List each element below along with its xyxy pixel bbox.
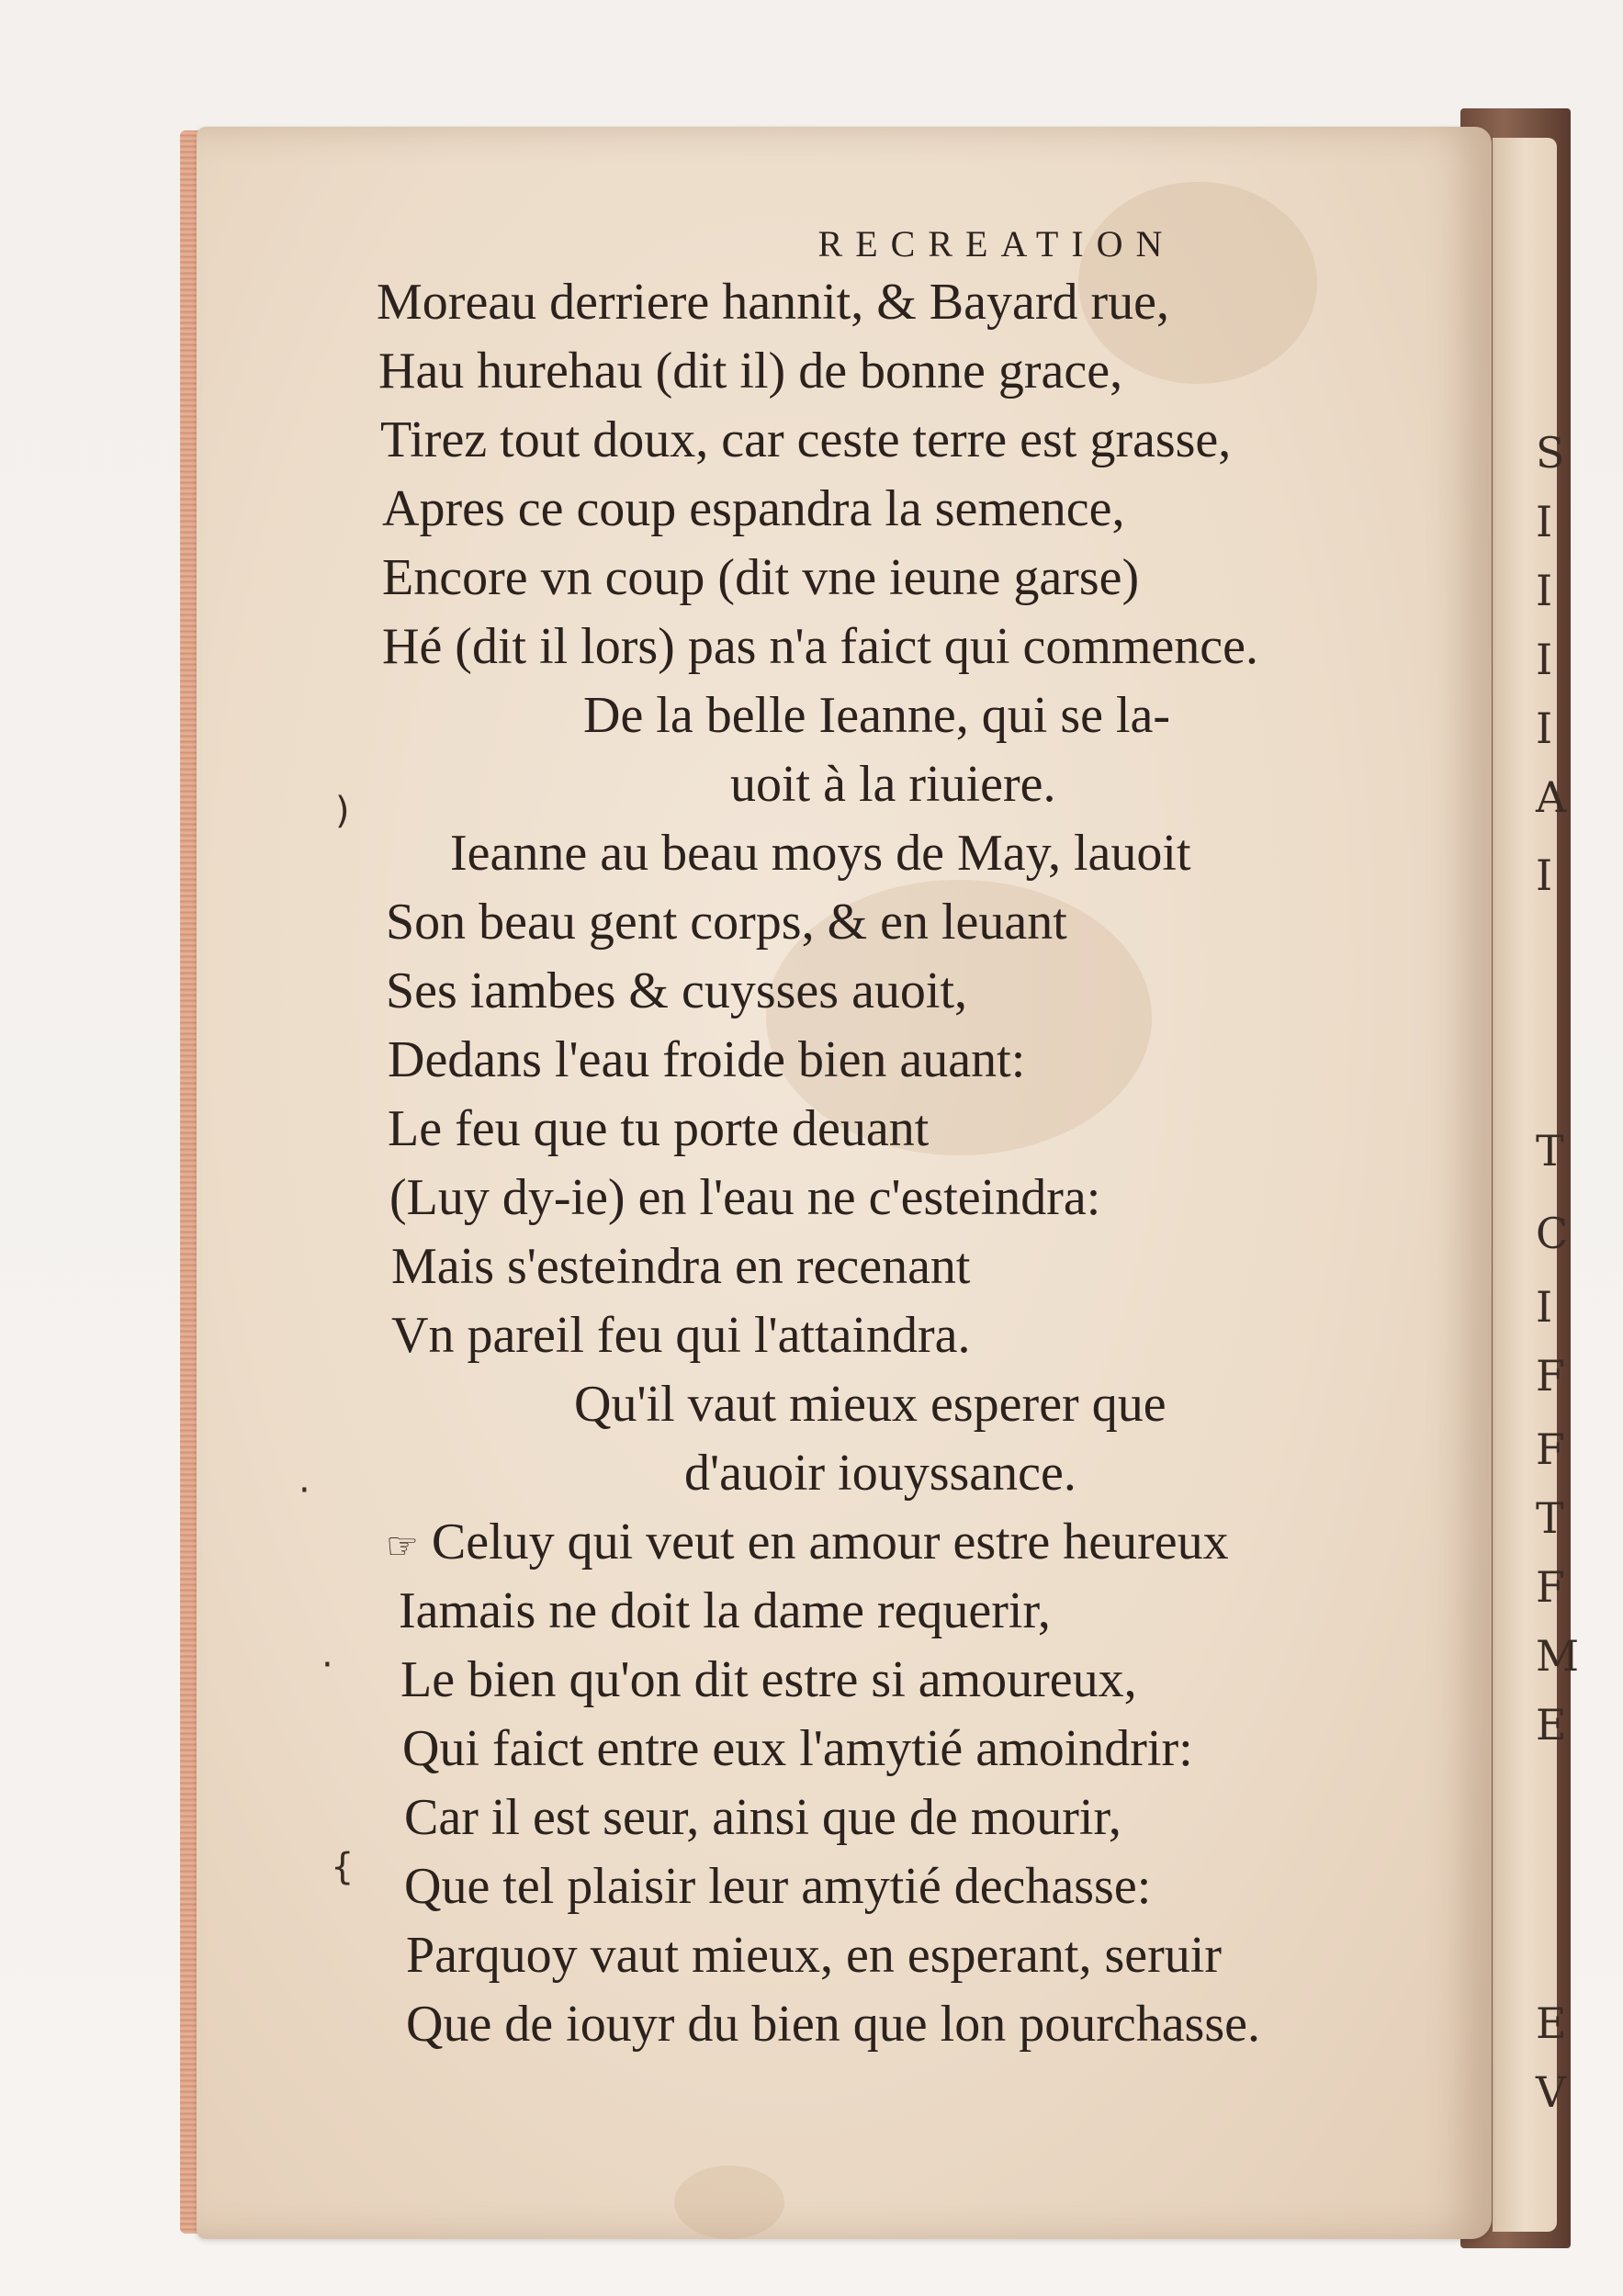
section-title-2 [367,681,1479,819]
section-title-3 [367,1370,1479,1508]
verse-line: (Luy dy-ie) en l'eau ne c'esteindra: [389,1169,1101,1226]
facing-page-letter: E [1536,1700,1567,1750]
verse-line: Mais s'esteindra en recenant [391,1238,971,1295]
facing-page-letter: T [1536,1126,1564,1176]
title-line: Qu'il vaut mieux esperer que [574,1376,1167,1433]
page-text [367,220,1479,2059]
facing-page-letter: V [1536,2067,1567,2117]
verse-line: Moreau derriere hannit, & Bayard rue, [377,274,1169,331]
verse-line: Qui faict entre eux l'amytié amoindrir: [402,1720,1193,1777]
verse-line-text: Celuy qui veut en amour estre heureux [431,1514,1229,1570]
facing-page-letter: F [1536,1351,1565,1401]
paper-stain [674,2166,784,2239]
facing-page-letter: A [1536,772,1567,822]
title-line: De la belle Ieanne, qui se la- [583,687,1171,744]
title-line: uoit à la riuiere. [730,756,1056,813]
verse-line: Encore vn coup (dit vne ieune garse) [382,549,1140,606]
title-line: d'auoir iouyssance. [684,1445,1076,1502]
facing-page-letter: M [1536,1631,1580,1681]
verse-line: Apres ce coup espandra la semence, [382,480,1125,537]
facing-page-letter: I [1536,703,1553,753]
verse-line: Que de iouyr du bien que lon pourchasse. [406,1996,1260,2053]
margin-mark: { [331,1846,355,1888]
verse-line: Son beau gent corps, & en leuant [386,894,1067,951]
pilcrow-icon: ☞ [386,1525,419,1568]
verse-line: Le bien qu'on dit estre si amoureux, [400,1651,1137,1708]
facing-page-letter: E [1536,1998,1567,2048]
facing-page-letter: F [1536,1562,1565,1612]
facing-page-letter: T [1536,1493,1564,1543]
verse-line: Ses iambes & cuysses auoit, [386,962,968,1019]
verse-line: Le feu que tu porte deuant [388,1100,930,1157]
verse-line: Iamais ne doit la dame requerir, [399,1582,1051,1639]
margin-mark: · [299,1469,310,1512]
facing-page-letter: S [1536,428,1565,478]
margin-mark: · [321,1644,333,1686]
poem-3 [367,1508,1479,2059]
facing-page-letter: I [1536,1282,1553,1332]
verse-line: Dedans l'eau froide bien auant: [388,1031,1026,1088]
verse-line: Que tel plaisir leur amytié dechasse: [404,1858,1152,1915]
verse-line: Tirez tout doux, car ceste terre est grasse, [380,411,1232,468]
poem-1 [367,268,1479,681]
verse-line: Vn pareil feu qui l'attaindra. [391,1307,971,1364]
verse-line [367,1508,1479,1577]
verse-line: Hé (dit il lors) pas n'a faict qui commence. [382,618,1258,675]
verse-line: Hau hurehau (dit il) de bonne grace, [378,343,1123,400]
facing-page-letter: I [1536,497,1553,546]
verse-line: Ieanne au beau moys de May, lauoit [450,825,1191,882]
facing-page-letter: C [1536,1209,1569,1258]
margin-mark: ) [335,790,350,832]
facing-page-letter: I [1536,850,1553,900]
running-head: RECREATION [817,223,1176,264]
facing-page-letter: F [1536,1424,1565,1474]
verse-line: Car il est seur, ainsi que de mourir, [404,1789,1121,1846]
facing-page-letter: I [1536,635,1553,684]
facing-page-letter: I [1536,566,1553,615]
verse-line: Parquoy vaut mieux, en esperant, seruir [406,1927,1222,1984]
poem-2 [367,819,1479,1370]
